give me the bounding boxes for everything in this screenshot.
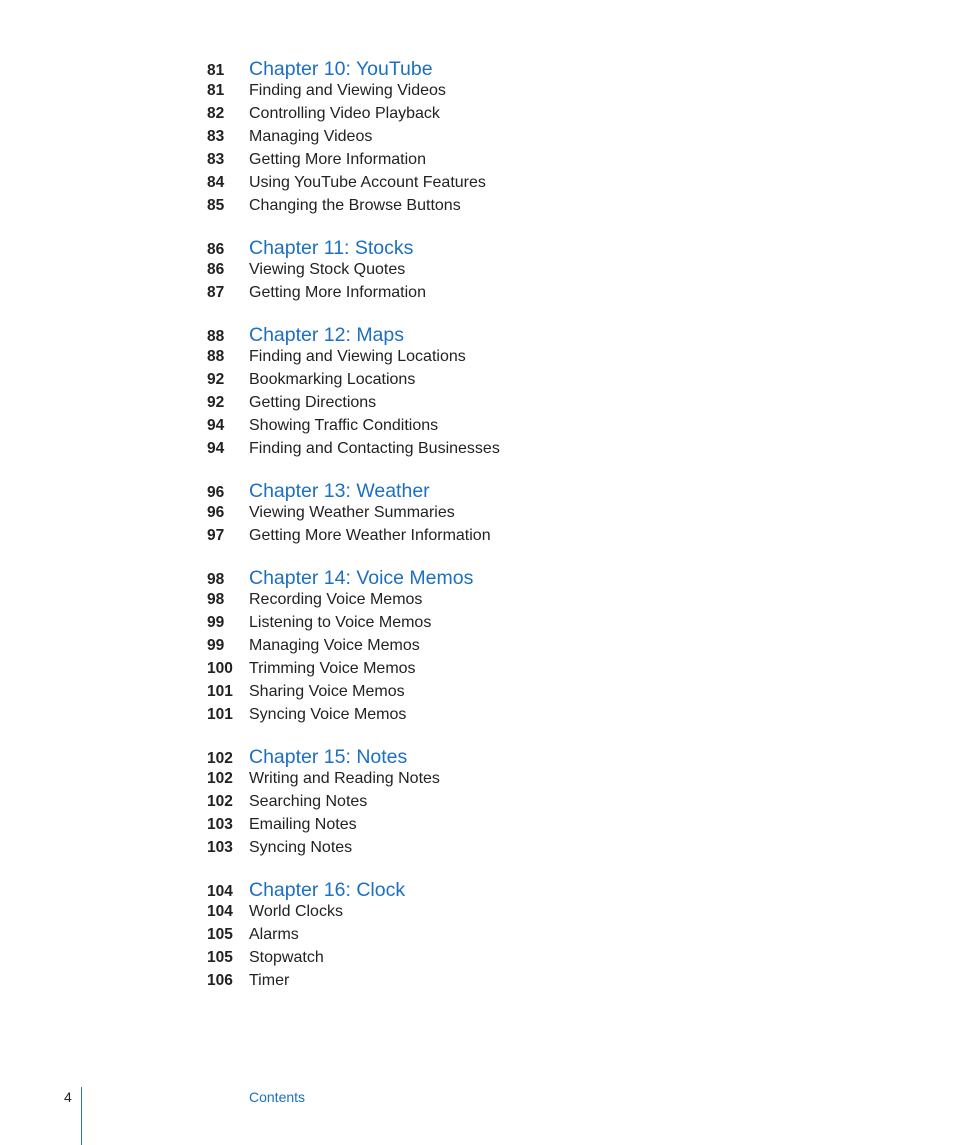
section-title-link[interactable]: Sharing Voice Memos — [249, 683, 405, 700]
toc-section-entry[interactable] — [207, 504, 807, 527]
section-page-number: 103 — [207, 816, 233, 833]
chapter-page-number: 102 — [207, 750, 233, 767]
toc-section-entry[interactable] — [207, 770, 807, 793]
section-title-link[interactable]: Viewing Weather Summaries — [249, 504, 455, 521]
section-page-number: 97 — [207, 527, 225, 544]
section-title-link[interactable]: Emailing Notes — [249, 816, 357, 833]
section-title-link[interactable]: Getting More Weather Information — [249, 527, 491, 544]
toc-section-entry[interactable] — [207, 174, 807, 197]
section-page-number: 99 — [207, 637, 225, 654]
toc-chapter-heading[interactable] — [207, 879, 807, 903]
section-title-link[interactable]: Changing the Browse Buttons — [249, 197, 461, 214]
toc-section-entry[interactable] — [207, 151, 807, 174]
section-title-link[interactable]: Alarms — [249, 926, 299, 943]
toc-chapter — [207, 879, 807, 995]
toc-section-entry[interactable] — [207, 816, 807, 839]
chapter-page-number: 98 — [207, 571, 225, 588]
section-page-number: 92 — [207, 394, 225, 411]
toc-section-entry[interactable] — [207, 440, 807, 463]
toc-section-entry[interactable] — [207, 949, 807, 972]
section-title-link[interactable]: Getting More Information — [249, 151, 426, 168]
section-title-link[interactable]: Writing and Reading Notes — [249, 770, 440, 787]
toc-chapter-heading[interactable] — [207, 237, 807, 261]
section-title-link[interactable]: Stopwatch — [249, 949, 324, 966]
toc-section-entry[interactable] — [207, 793, 807, 816]
section-page-number: 99 — [207, 614, 225, 631]
section-page-number: 96 — [207, 504, 225, 521]
toc-section-entry[interactable] — [207, 591, 807, 614]
section-page-number: 87 — [207, 284, 225, 301]
section-title-link[interactable]: Getting Directions — [249, 394, 377, 411]
chapter-page-number: 88 — [207, 328, 225, 345]
section-title-link[interactable]: Finding and Viewing Locations — [249, 348, 466, 365]
chapter-page-number: 96 — [207, 484, 225, 501]
section-page-number: 83 — [207, 128, 225, 145]
section-title-link[interactable]: Finding and Contacting Businesses — [249, 440, 500, 457]
section-page-number: 84 — [207, 174, 225, 191]
section-page-number: 102 — [207, 770, 233, 787]
toc-section-entry[interactable] — [207, 706, 807, 729]
section-title-link[interactable]: Managing Voice Memos — [249, 637, 420, 654]
chapter-title-link[interactable]: Chapter 15: Notes — [249, 746, 408, 768]
section-page-number: 101 — [207, 706, 233, 723]
section-page-number: 86 — [207, 261, 225, 278]
toc-section-entry[interactable] — [207, 839, 807, 862]
toc-section-entry[interactable] — [207, 197, 807, 220]
section-title-link[interactable]: Controlling Video Playback — [249, 105, 440, 122]
section-page-number: 101 — [207, 683, 233, 700]
section-page-number: 92 — [207, 371, 225, 388]
section-title-link[interactable]: Showing Traffic Conditions — [249, 417, 439, 434]
chapter-title-link[interactable]: Chapter 10: YouTube — [249, 58, 433, 80]
toc-chapter — [207, 567, 807, 729]
section-page-number: 106 — [207, 972, 233, 989]
chapter-title-link[interactable]: Chapter 11: Stocks — [249, 237, 414, 259]
chapter-title-link[interactable]: Chapter 16: Clock — [249, 879, 406, 901]
toc-section-entry[interactable] — [207, 972, 807, 995]
toc-section-entry[interactable] — [207, 82, 807, 105]
section-title-link[interactable]: Finding and Viewing Videos — [249, 82, 446, 99]
toc-section-entry[interactable] — [207, 128, 807, 151]
section-page-number: 85 — [207, 197, 225, 214]
footer-section-label: Contents — [249, 1089, 306, 1105]
toc-chapter-heading[interactable] — [207, 746, 807, 770]
toc-section-entry[interactable] — [207, 348, 807, 371]
section-title-link[interactable]: Listening to Voice Memos — [249, 614, 432, 631]
section-page-number: 81 — [207, 82, 225, 99]
footer-page-number: 4 — [64, 1089, 72, 1105]
toc-chapter — [207, 480, 807, 550]
toc-section-entry[interactable] — [207, 371, 807, 394]
chapter-page-number: 104 — [207, 883, 233, 900]
chapter-title-link[interactable]: Chapter 13: Weather — [249, 480, 430, 502]
section-page-number: 103 — [207, 839, 233, 856]
section-title-link[interactable]: Recording Voice Memos — [249, 591, 423, 608]
toc-section-entry[interactable] — [207, 637, 807, 660]
section-page-number: 83 — [207, 151, 225, 168]
toc-chapter-heading[interactable] — [207, 567, 807, 591]
chapter-page-number: 81 — [207, 62, 225, 79]
chapter-page-number: 86 — [207, 241, 225, 258]
section-page-number: 82 — [207, 105, 225, 122]
section-title-link[interactable]: Bookmarking Locations — [249, 371, 416, 388]
toc-chapter-heading[interactable] — [207, 324, 807, 348]
section-page-number: 98 — [207, 591, 225, 608]
section-page-number: 100 — [207, 660, 233, 677]
footer-divider — [81, 1087, 82, 1145]
chapter-title-link[interactable]: Chapter 14: Voice Memos — [249, 567, 474, 589]
toc-section-entry[interactable] — [207, 903, 807, 926]
section-title-link[interactable]: Viewing Stock Quotes — [249, 261, 406, 278]
toc-section-entry[interactable] — [207, 394, 807, 417]
section-title-link[interactable]: World Clocks — [249, 903, 343, 920]
section-title-link[interactable]: Managing Videos — [249, 128, 373, 145]
toc-section-entry[interactable] — [207, 284, 807, 307]
toc-section-entry[interactable] — [207, 660, 807, 683]
section-title-link[interactable]: Syncing Voice Memos — [249, 706, 407, 723]
toc-section-entry[interactable] — [207, 417, 807, 440]
section-page-number: 102 — [207, 793, 233, 810]
section-page-number: 94 — [207, 440, 225, 457]
section-title-link[interactable]: Trimming Voice Memos — [249, 660, 416, 677]
toc-chapter — [207, 324, 807, 463]
section-title-link[interactable]: Getting More Information — [249, 284, 426, 301]
toc-section-entry[interactable] — [207, 261, 807, 284]
section-page-number: 88 — [207, 348, 225, 365]
toc-chapter — [207, 237, 807, 307]
section-page-number: 94 — [207, 417, 225, 434]
toc-chapter-heading[interactable] — [207, 480, 807, 504]
section-title-link[interactable]: Using YouTube Account Features — [249, 174, 486, 191]
toc-section-entry[interactable] — [207, 926, 807, 949]
table-of-contents — [207, 58, 807, 1012]
toc-section-entry[interactable] — [207, 527, 807, 550]
toc-section-entry[interactable] — [207, 683, 807, 706]
section-title-link[interactable]: Searching Notes — [249, 793, 368, 810]
section-page-number: 105 — [207, 926, 233, 943]
toc-chapter — [207, 746, 807, 862]
section-page-number: 105 — [207, 949, 233, 966]
section-title-link[interactable]: Syncing Notes — [249, 839, 353, 856]
toc-section-entry[interactable] — [207, 105, 807, 128]
toc-chapter-heading[interactable] — [207, 58, 807, 82]
toc-chapter — [207, 58, 807, 220]
section-title-link[interactable]: Timer — [249, 972, 290, 989]
chapter-title-link[interactable]: Chapter 12: Maps — [249, 324, 405, 346]
toc-section-entry[interactable] — [207, 614, 807, 637]
section-page-number: 104 — [207, 903, 233, 920]
